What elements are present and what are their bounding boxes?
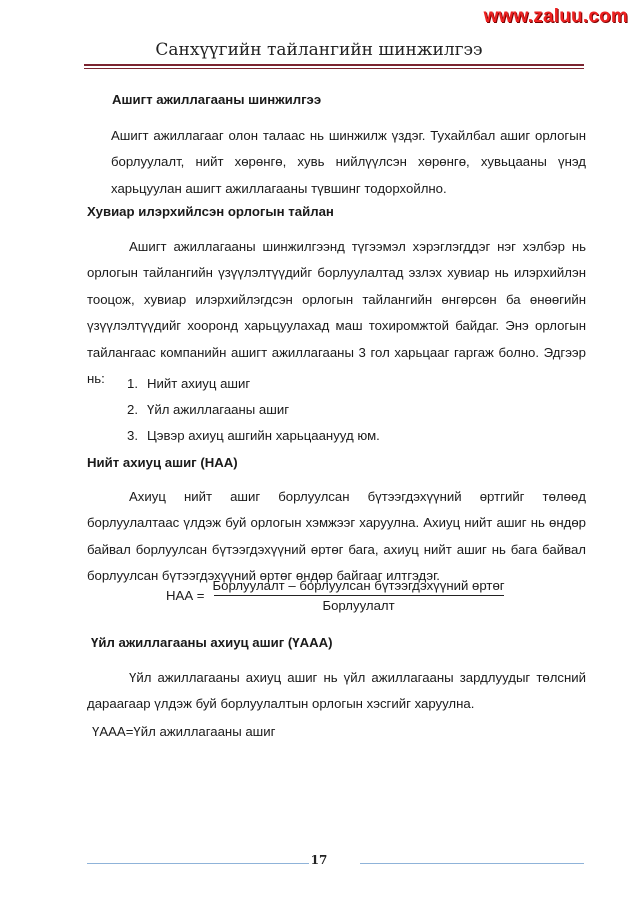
paragraph-operating-margin [87, 665, 586, 718]
text-line: орлогын тайлангийн үзүүлэлтүүдийг борлуулалтад эзлэх хувиар нь илэрхийлэн [87, 265, 586, 281]
paragraph-gross-margin [87, 484, 586, 590]
text-line: Ашигт ажиллагааны шинжилгээнд түгээмэл хэрэглэгддэг нэг хэлбэр нь [129, 239, 586, 254]
text-line: Ашигт ажиллагааг олон талаас нь шинжилж үздэг. Тухайлбал ашиг орлогын [111, 128, 586, 143]
operating-margin-formula: ҮААА=Үйл ажиллагааны ашиг [92, 724, 276, 739]
list-item [127, 397, 380, 423]
header-rule-top [84, 64, 584, 66]
text-line: үзүүлэлтүүдийг хооронд харьцуулахад маш тохиромжтой байдаг. Энэ орлогын [87, 318, 586, 334]
list-number: 2. [127, 402, 138, 417]
text-line: тооцож, хувиар илэрхийлэгдсэн орлогын тайлангийн өнгөрсөн ба өнөөгийн [87, 291, 586, 307]
list-item [127, 371, 380, 397]
section-heading-income-statement: Хувиар илэрхийлсэн орлогын тайлан [87, 204, 334, 219]
watermark-logo: www.zaluu.com [483, 6, 628, 27]
section-heading-operating-margin: Үйл ажиллагааны ахиуц ашиг (ҮААА) [91, 635, 333, 650]
text-line: борлуулсан бүтээгдэхүүний өртөг өндөр байгааг илтгэдэг. [87, 568, 440, 584]
text-line: нь: [87, 371, 105, 387]
text-line: харьцуулан ашигт ажиллагааны түвшинг тодорхойлно. [111, 180, 447, 196]
list-number: 3. [127, 428, 138, 443]
running-head: Санхүүгийн тайлангийн шинжилгээ [155, 40, 483, 60]
text-line: борлуулалт, нийт хөрөнгө, хувь нийлүүлсэн хөрөнгө, хувьцааны үнэд [111, 154, 586, 170]
text-line: тайлангаас компанийн ашигт ажиллагааны 3 гол харьцааг гаргаж болно. Эдгээр [87, 344, 586, 360]
section-heading-profit-analysis: Ашигт ажиллагааны шинжилгээ [112, 92, 322, 107]
list-text: Цэвэр ахиуц ашгийн харьцаанууд юм. [147, 428, 380, 443]
paragraph-profit-analysis [111, 123, 586, 202]
paragraph-income-statement [87, 234, 586, 392]
list-number: 1. [127, 376, 138, 391]
formula-fraction [210, 578, 506, 613]
gross-margin-formula [166, 578, 507, 613]
text-line: Үйл ажиллагааны ахиуц ашиг нь үйл ажиллагааны зардлуудыг төлсний [129, 670, 586, 685]
list-text: Үйл ажиллагааны ашиг [147, 402, 290, 417]
text-line: Ахиуц нийт ашиг борлуулсан бүтээгдэхүүний өртгийг төлөөд [129, 489, 586, 504]
header-rule-bottom [84, 68, 584, 69]
formula-lhs: НАА = [166, 588, 205, 603]
page-number: 17 [310, 853, 328, 867]
formula-denominator: Борлуулалт [322, 598, 395, 613]
text-line: дараагаар үлдэж буй борлуулалтын орлогын хэсгийг харуулна. [87, 696, 475, 712]
section-heading-gross-margin: Нийт ахиуц ашиг (НАА) [87, 455, 238, 470]
formula-numerator: Борлуулалт – борлуулсан бүтээгдэхүүний өртөг [212, 578, 505, 593]
text-line: борлуулалтаас үлдэж буй орлогын хэмжээг харуулна. Ахиуц нийт ашиг нь өндөр [87, 515, 586, 531]
list-item [127, 423, 380, 449]
ratio-list [127, 371, 380, 449]
text-line: байвал борлуулсан бүтээгдэхүүний өртөг бага, ахиуц нийт ашиг нь бага байвал [87, 541, 586, 557]
list-text: Нийт ахиуц ашиг [147, 376, 251, 391]
